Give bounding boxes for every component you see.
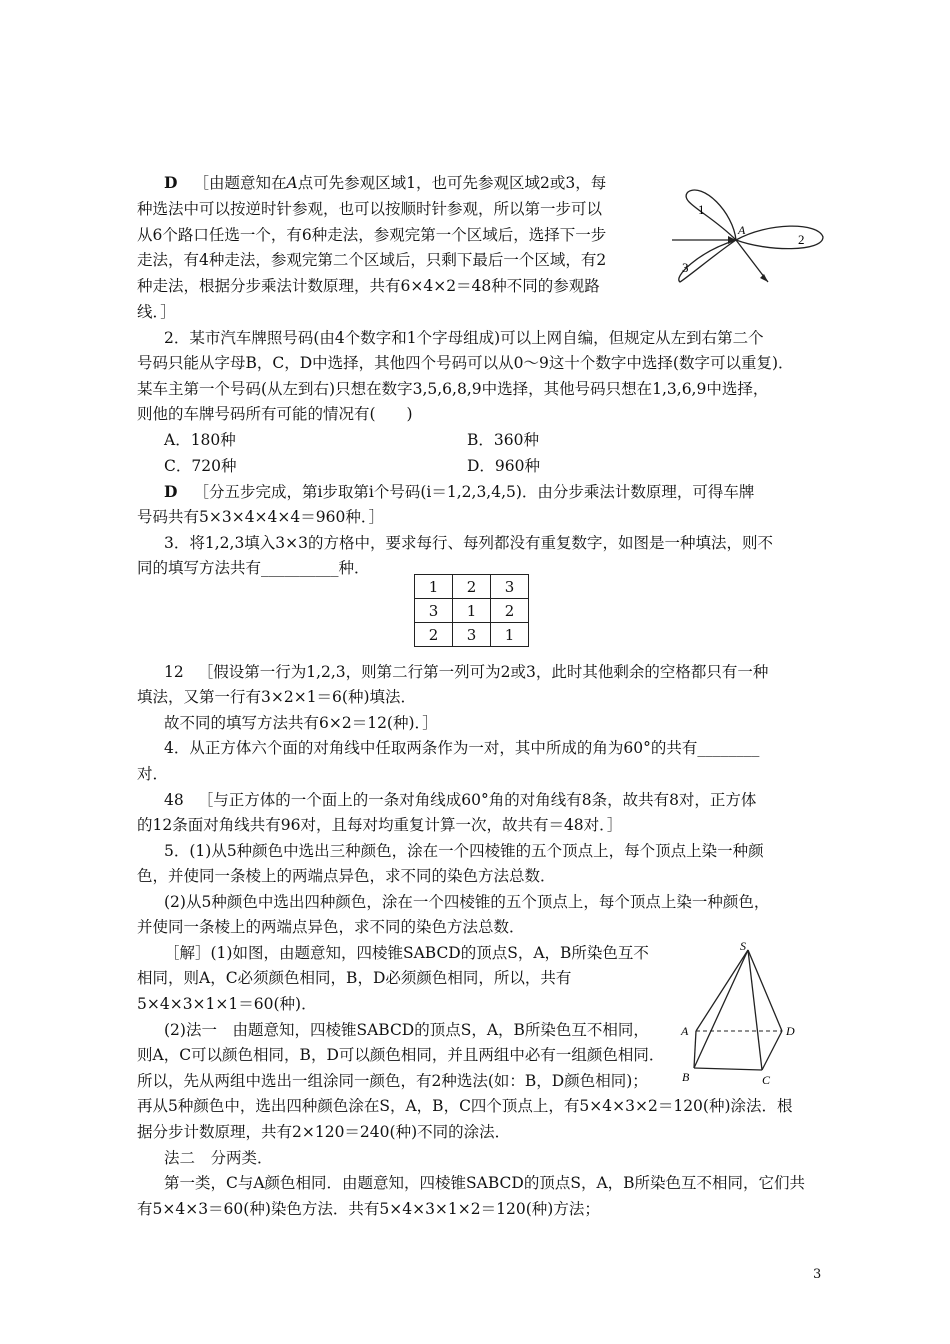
answer-text-q2 <box>164 481 754 503</box>
question-5-text: 5．(1)从5种颜色中选出三种颜色，涂在一个四棱锥的五个顶点上，每个顶点上染一种颜 <box>164 842 764 860</box>
grid-cell: 1 <box>415 575 453 599</box>
edge-bc <box>694 1068 762 1070</box>
text-line: 据分步计数原理，共有2×120＝240(种)不同的涂法． <box>137 1123 511 1141</box>
text-line: 号码只能从字母B，C，D中选择，其他四个号码可以从0～9这十个数字中选择(数字可以重复)． <box>137 354 794 372</box>
edge-ab <box>694 1031 696 1068</box>
page-number: 3 <box>813 1267 822 1282</box>
text-line: 第一类，C与A颜色相同．由题意知，四棱锥SABCD的顶点S，A，B所染色互不相同，它们共 <box>164 1174 806 1192</box>
answer-text-q1 <box>164 172 606 194</box>
grid-cell: 2 <box>415 623 453 647</box>
edge-sb <box>694 950 748 1068</box>
text-line: 所以，先从两组中选出一组涂同一颜色，有2种选法(如：B，D颜色相同)； <box>137 1072 648 1090</box>
answer-value: 48 <box>164 791 184 809</box>
grid-cell: 1 <box>491 623 529 647</box>
answer-text-q4 <box>164 789 756 811</box>
vertex-label: B <box>682 1070 690 1084</box>
vertex-label: A <box>681 1024 689 1038</box>
text-line: 某车主第一个号码(从左到右)只想在数字3,5,6,8,9中选择，其他号码只想在1,3,6,9中选择， <box>137 380 769 398</box>
loop-1 <box>686 190 736 240</box>
pyramid-figure <box>676 938 806 1088</box>
table-row <box>415 575 529 599</box>
text-span: ［分五步完成，第i步取第i个号码(i＝1,2,3,4,5)．由分步乘法计数原理，可得车牌 <box>193 483 755 501</box>
vertex-label: S <box>740 939 746 953</box>
text-line: 法二 分两类． <box>164 1149 273 1167</box>
table-row <box>415 623 529 647</box>
text-line: (2)从5种颜色中选出四种颜色，涂在一个四棱锥的五个顶点上，每个顶点上染一种颜色， <box>164 893 770 911</box>
loop-2 <box>736 226 823 249</box>
text-line: 相同，则A，C必须颜色相同，B，D必须颜色相同，所以，共有 <box>137 969 572 987</box>
text-span: ［假设第一行为1,2,3，则第二行第一列可为2或3，此时其他剩余的空格都只有一种 <box>197 663 769 681</box>
route-loops-figure <box>668 182 838 292</box>
answer-text-q3 <box>164 661 768 683</box>
text-line: 种走法，根据分步乘法计数原理，共有6×4×2＝48种不同的参观路 <box>137 277 600 295</box>
question-4-text: 4．从正方体六个面的对角线中任取两条作为一对，其中所成的角为60°的共有________ <box>164 739 760 757</box>
text-line: (2)法一 由题意知，四棱锥SABCD的顶点S，A，B所染色互不相同， <box>164 1021 649 1039</box>
text-line: 则A，C可以颜色相同，B，D可以颜色相同，并且两组中必有一组颜色相同． <box>137 1046 665 1064</box>
text-line: 5×4×3×1×1＝60(种)． <box>137 995 317 1013</box>
text-line: 的12条面对角线共有96对，且每对均重复计算一次，故共有＝48对．］ <box>137 816 623 834</box>
text-line: 种选法中可以按逆时针参观，也可以按顺时针参观，所以第一步可以 <box>137 200 603 218</box>
option-b: B．360种 <box>467 431 539 449</box>
point-label: A <box>738 223 746 237</box>
solution-text: ［解］(1)如图，由题意知，四棱锥SABCD的顶点S，A，B所染色互不 <box>164 944 649 962</box>
vertex-label: C <box>762 1073 771 1087</box>
question-2-text: 2．某市汽车牌照号码(由4个数字和1个字母组成)可以上网自编，但规定从左到右第二个 <box>164 329 764 347</box>
text-line: 则他的车牌号码所有可能的情况有( ) <box>137 405 413 423</box>
grid-cell: 3 <box>453 623 491 647</box>
answer-value: 12 <box>164 663 184 681</box>
answer-letter: D <box>164 173 178 192</box>
text-line: 走法，有4种走法，参观完第二个区域后，只剩下最后一个区域，有2 <box>137 251 607 269</box>
table-row <box>415 599 529 623</box>
number-grid <box>414 574 529 647</box>
option-d: D．960种 <box>467 457 541 475</box>
grid-cell: 1 <box>453 599 491 623</box>
loop-label: 1 <box>698 202 705 217</box>
option-c: C．720种 <box>164 457 237 475</box>
loop-label: 3 <box>682 260 689 275</box>
grid-cell: 3 <box>415 599 453 623</box>
text-line: 号码共有5×3×4×4×4＝960种．］ <box>137 508 385 526</box>
arrow-head <box>760 274 768 282</box>
text-line: 从6个路口任选一个，有6种走法，参观完第一个区域后，选择下一步 <box>137 226 607 244</box>
text-span: ［由题意知在 <box>193 174 287 192</box>
text-line: 填法，又第一行有3×2×1＝6(种)填法． <box>137 688 417 706</box>
edge-sa <box>696 950 748 1031</box>
text-line: 并使同一条棱上的两端点异色，求不同的染色方法总数． <box>137 918 525 936</box>
vertex-label: D <box>786 1024 795 1038</box>
text-line: 色，并使同一条棱上的两端点异色，求不同的染色方法总数． <box>137 867 556 885</box>
edge-cd <box>762 1031 782 1070</box>
text-line: 线．］ <box>137 303 176 321</box>
text-line: 故不同的填写方法共有6×2＝12(种)．］ <box>164 714 438 732</box>
loop-label: 2 <box>798 232 805 247</box>
answer-letter: D <box>164 482 178 501</box>
grid-cell: 2 <box>453 575 491 599</box>
text-line: 对． <box>137 765 169 783</box>
text-line: 有5×4×3＝60(种)染色方法．共有5×4×3×1×2＝120(种)方法； <box>137 1200 600 1218</box>
question-3-text: 3．将1,2,3填入3×3的方格中，要求每行、每列都没有重复数字，如图是一种填法，则不 <box>164 534 774 552</box>
option-a: A．180种 <box>164 431 236 449</box>
text-line: 同的填写方法共有__________种． <box>137 559 370 577</box>
text-line: 再从5种颜色中，选出四种颜色涂在S，A，B，C四个顶点上，有5×4×3×2＝120(种)涂法．根 <box>137 1097 793 1115</box>
text-span: 点可先参观区域1，也可先参观区域2或3，每 <box>297 174 607 192</box>
grid-cell: 3 <box>491 575 529 599</box>
grid-cell: 2 <box>491 599 529 623</box>
text-span: A <box>286 174 298 192</box>
text-span: ［与正方体的一个面上的一条对角线成60°角的对角线有8条，故共有8对，正方体 <box>197 791 757 809</box>
